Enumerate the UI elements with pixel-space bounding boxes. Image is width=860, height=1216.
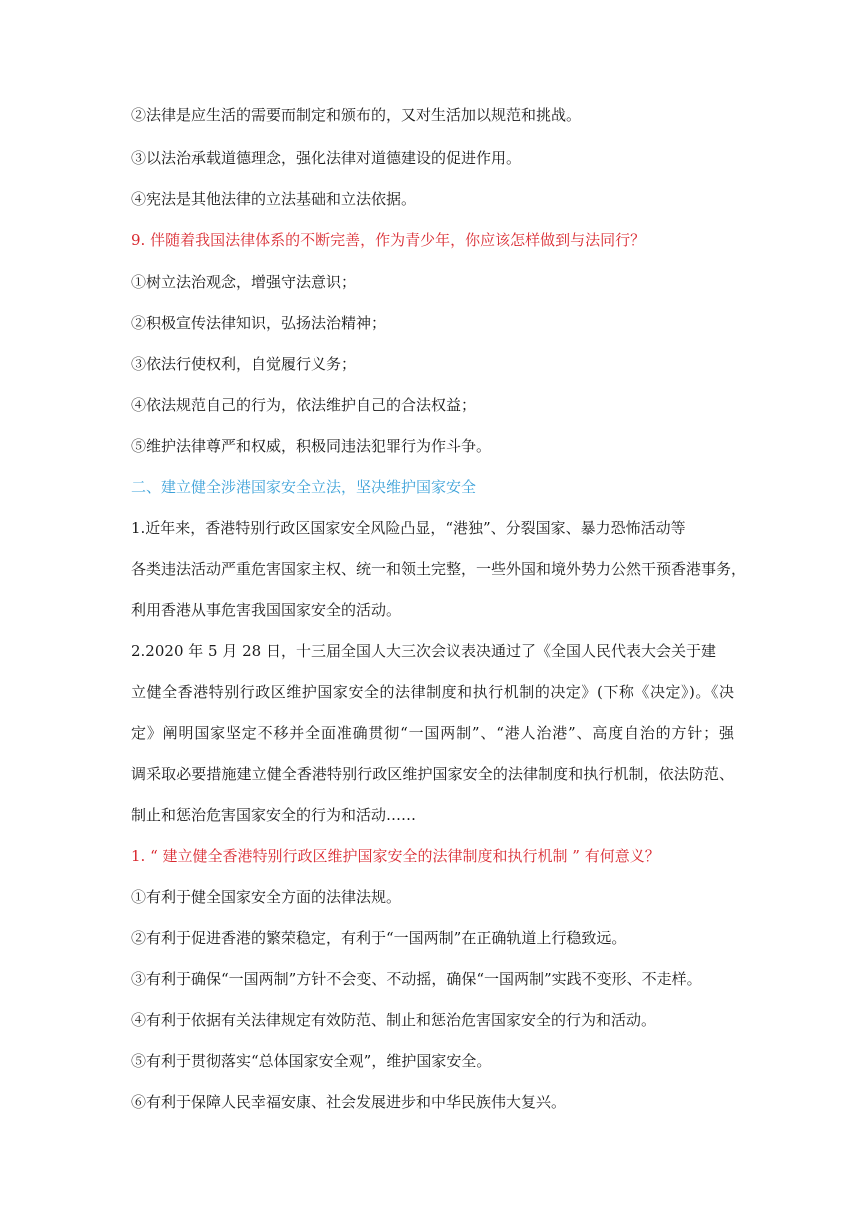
paragraph-line: 立健全香港特别行政区维护国家安全的法律制度和执行机制的决定》(下称《决定》)。《决: [131, 683, 734, 701]
question-heading: 9. 伴随着我国法律体系的不断完善，作为青少年，你应该怎样做到与法同行？: [131, 231, 646, 249]
paragraph-line: 调采取必要措施建立健全香港特别行政区维护国家安全的法律制度和执行机制，依法防范、: [131, 765, 734, 783]
answer-line: ③有利于确保“一国两制”方针不会变、不动摇，确保“一国两制”实践不变形、不走样。: [131, 970, 702, 988]
question-heading: 1. “ 建立健全香港特别行政区维护国家安全的法律制度和执行机制 ” 有何意义？: [131, 847, 660, 865]
answer-line: ④宪法是其他法律的立法基础和立法依据。: [131, 190, 417, 208]
section-heading: 二、建立健全涉港国家安全立法，坚决维护国家安全: [131, 478, 477, 496]
answer-line: ②有利于促进香港的繁荣稳定，有利于“一国两制”在正确轨道上行稳致远。: [131, 929, 627, 947]
answer-line: ③以法治承载道德理念，强化法律对道德建设的促进作用。: [131, 149, 522, 167]
paragraph-line: 利用香港从事危害我国国家安全的活动。: [131, 601, 402, 619]
paragraph-line: 1.近年来，香港特别行政区国家安全风险凸显，“港独”、分裂国家、暴力恐怖活动等: [131, 519, 686, 537]
answer-line: ①树立法治观念，增强守法意识；: [131, 273, 357, 291]
answer-line: ⑤维护法律尊严和权威，积极同违法犯罪行为作斗争。: [131, 437, 492, 455]
answer-line: ⑤有利于贯彻落实“总体国家安全观”，维护国家安全。: [131, 1052, 492, 1070]
paragraph-line: 各类违法活动严重危害国家主权、统一和领土完整，一些外国和境外势力公然干预香港事务，: [131, 560, 747, 578]
answer-line: ③依法行使权利，自觉履行义务；: [131, 355, 357, 373]
answer-line: ②积极宣传法律知识，弘扬法治精神；: [131, 314, 387, 332]
answer-line: ④依法规范自己的行为，依法维护自己的合法权益；: [131, 396, 477, 414]
paragraph-line: 制止和惩治危害国家安全的行为和活动……: [131, 806, 417, 824]
paragraph-line: 2.2020 年 5 月 28 日，十三届全国人大三次会议表决通过了《全国人民代表大会关于建: [131, 642, 716, 660]
answer-line: ①有利于健全国家安全方面的法律法规。: [131, 888, 402, 906]
answer-line: ②法律是应生活的需要而制定和颁布的，又对生活加以规范和挑战。: [131, 106, 582, 124]
answer-line: ⑥有利于保障人民幸福安康、社会发展进步和中华民族伟大复兴。: [131, 1093, 567, 1111]
paragraph-line: 定》阐明国家坚定不移并全面准确贯彻“一国两制”、“港人治港”、高度自治的方针；强: [131, 724, 734, 742]
answer-line: ④有利于依据有关法律规定有效防范、制止和惩治危害国家安全的行为和活动。: [131, 1011, 657, 1029]
